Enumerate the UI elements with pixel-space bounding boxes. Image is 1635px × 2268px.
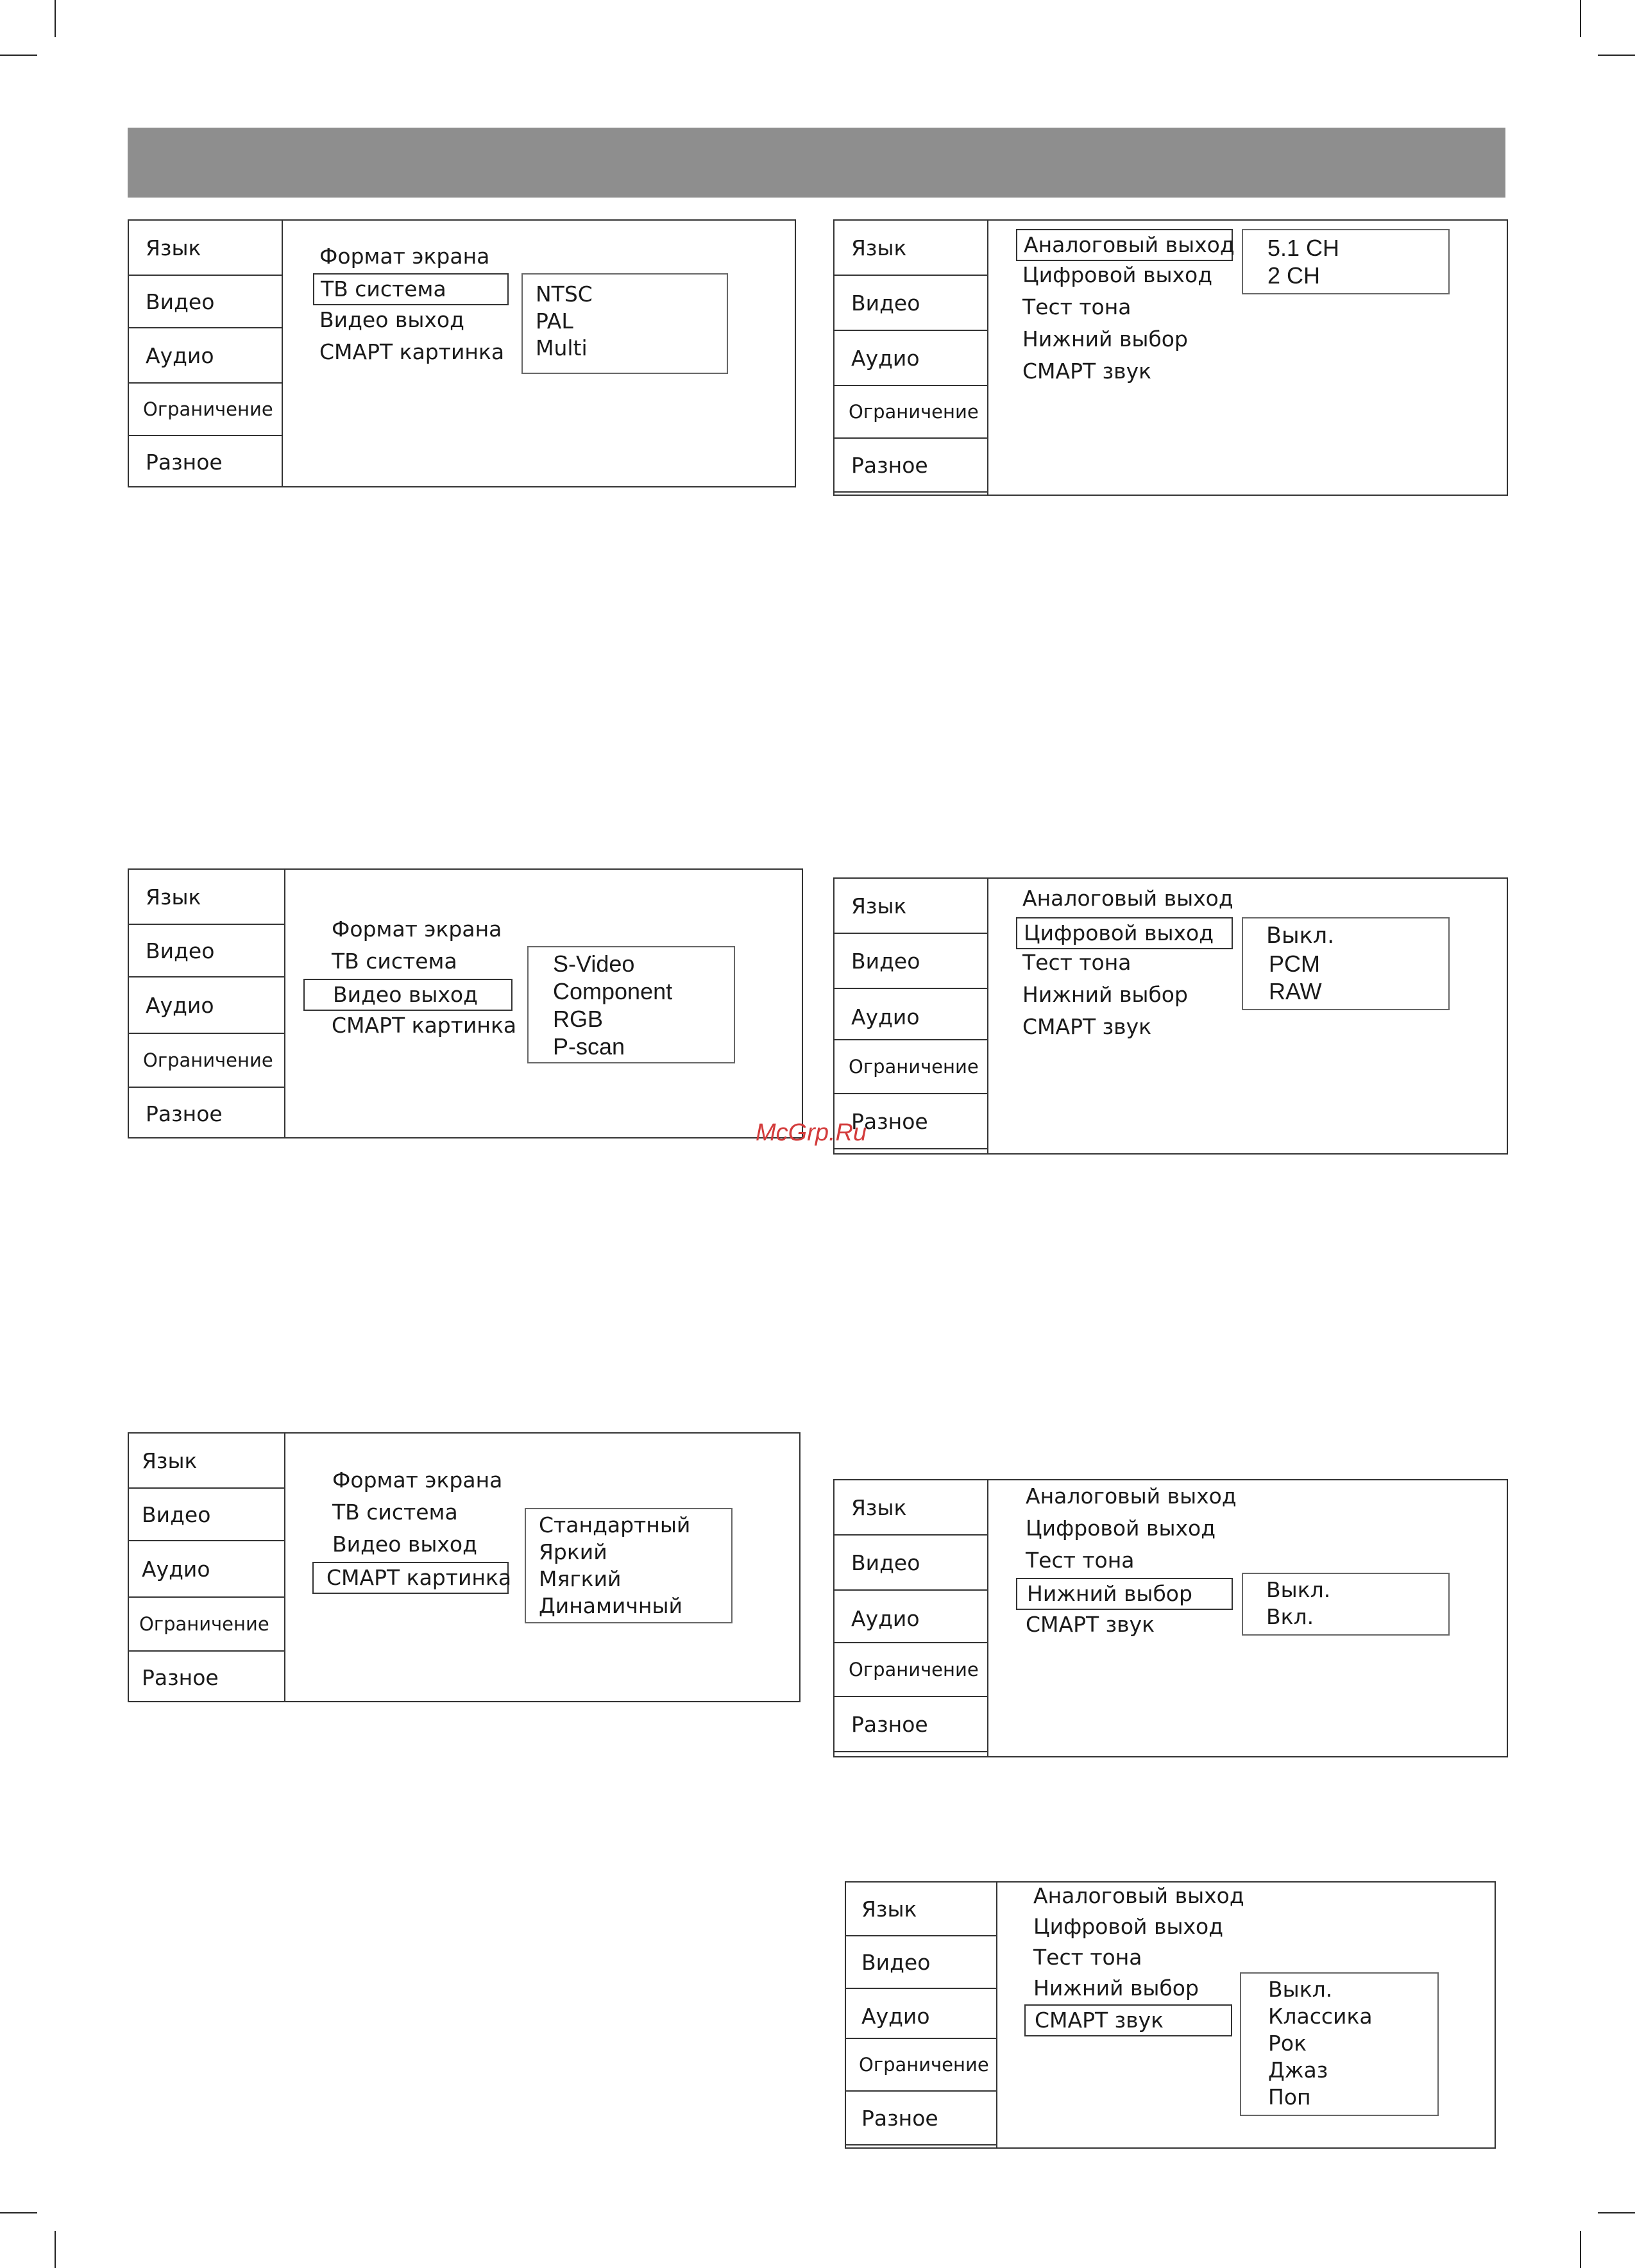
tab-audio[interactable]: Аудио [146,992,214,1018]
option-tv-system[interactable]: ТВ система [332,1500,458,1525]
option-screen-format[interactable]: Формат экрана [332,1468,503,1493]
menu-sidebar [834,1480,988,1756]
submenu-item[interactable]: Component [553,978,673,1004]
option-screen-format[interactable]: Формат экрана [319,244,490,269]
tab-video[interactable]: Видео [834,1534,987,1591]
menu-sidebar [129,221,283,486]
submenu-item[interactable]: 5.1 CH [1267,235,1340,261]
option-analog-out[interactable]: Аналоговый выход [1022,886,1233,911]
tab-language[interactable]: Язык [851,893,907,918]
tab-misc[interactable]: Разное [142,1664,219,1690]
submenu-bass-select [1242,1573,1450,1636]
option-smart-sound[interactable]: СМАРТ звук [1022,359,1152,384]
audio-menu-digital-out [833,877,1508,1155]
option-tv-system[interactable]: ТВ система [313,273,509,305]
submenu-tv-system [521,273,728,374]
tab-misc[interactable]: Разное [834,1094,987,1149]
option-bass-select[interactable]: Нижний выбор [1016,1578,1233,1610]
submenu-item[interactable]: Выкл. [1266,1577,1331,1602]
tab-restriction[interactable]: Ограничение [129,382,282,436]
tab-language[interactable]: Язык [861,1896,917,1922]
option-screen-format[interactable]: Формат экрана [332,917,502,942]
watermark: McGrp.Ru [756,1119,867,1146]
menu-sidebar [129,1434,285,1701]
option-smart-picture[interactable]: СМАРТ картинка [319,339,505,364]
option-smart-picture[interactable]: СМАРТ картинка [312,1562,509,1594]
crop-mark [1598,2212,1635,2213]
tab-restriction[interactable]: Ограничение [846,2038,996,2092]
submenu-item[interactable]: P-scan [553,1033,625,1060]
option-tv-system[interactable]: ТВ система [332,949,457,974]
video-menu-tv-system [128,219,796,487]
submenu-item[interactable]: Рок [1268,2031,1307,2056]
video-menu-smart-picture [128,1432,801,1702]
tab-video[interactable]: Видео [834,275,987,331]
option-video-out[interactable]: Видео выход [303,979,513,1011]
tab-audio[interactable]: Аудио [142,1556,210,1582]
tab-audio[interactable]: Аудио [851,1605,920,1631]
option-smart-sound[interactable]: СМАРТ звук [1026,1612,1155,1637]
option-bass-select[interactable]: Нижний выбор [1022,982,1188,1007]
crop-mark [0,55,37,56]
crop-mark [1580,0,1581,37]
tab-audio[interactable]: Аудио [851,1004,920,1029]
option-digital-out[interactable]: Цифровой выход [1016,917,1233,949]
tab-restriction[interactable]: Ограничение [129,1596,284,1652]
tab-language[interactable]: Язык [146,235,201,260]
tab-misc[interactable]: Разное [834,439,987,493]
audio-menu-analog-out [833,219,1508,496]
submenu-item[interactable]: Выкл. [1268,1977,1333,2002]
video-menu-video-out [128,868,803,1138]
option-analog-out[interactable]: Аналоговый выход [1016,229,1233,261]
tab-misc[interactable]: Разное [846,2092,996,2145]
option-video-out[interactable]: Видео выход [319,307,464,332]
tab-video[interactable]: Видео [834,933,987,989]
submenu-item[interactable]: Динамичный [539,1593,682,1618]
option-digital-out[interactable]: Цифровой выход [1022,262,1213,287]
tab-misc[interactable]: Разное [834,1697,987,1752]
menu-sidebar [834,879,988,1153]
option-smart-picture[interactable]: СМАРТ картинка [332,1013,517,1038]
submenu-smart-picture [525,1508,733,1623]
option-analog-out[interactable]: Аналоговый выход [1026,1484,1237,1509]
tab-restriction[interactable]: Ограничение [834,1039,987,1094]
option-digital-out[interactable]: Цифровой выход [1033,1914,1224,1939]
tab-language[interactable]: Язык [851,235,907,260]
menu-sidebar [129,870,285,1137]
tab-restriction[interactable]: Ограничение [129,1033,284,1088]
menu-sidebar [834,221,988,495]
tab-video[interactable]: Видео [846,1935,996,1989]
submenu-item[interactable]: RGB [553,1006,604,1032]
submenu-item[interactable]: Вкл. [1266,1604,1314,1629]
crop-mark [1598,55,1635,56]
submenu-item[interactable]: S-Video [553,951,635,977]
tab-language[interactable]: Язык [851,1494,907,1520]
submenu-digital-out [1242,917,1450,1010]
option-bass-select[interactable]: Нижний выбор [1033,1976,1199,2001]
tab-audio[interactable]: Аудио [861,2003,930,2029]
submenu-item[interactable]: Классика [1268,2004,1373,2029]
option-video-out[interactable]: Видео выход [332,1532,477,1557]
submenu-item[interactable]: Поп [1268,2085,1311,2110]
tab-language[interactable]: Язык [142,1448,198,1473]
tab-audio[interactable]: Аудио [851,345,920,371]
option-digital-out[interactable]: Цифровой выход [1026,1516,1216,1541]
tab-language[interactable]: Язык [146,884,201,910]
submenu-item[interactable]: Джаз [1268,2058,1328,2083]
submenu-item[interactable]: Мягкий [539,1566,622,1591]
submenu-item[interactable]: NTSC [536,282,593,307]
option-test-tone[interactable]: Тест тона [1026,1548,1135,1573]
submenu-item[interactable]: RAW [1269,978,1322,1004]
submenu-video-out [527,946,735,1063]
option-analog-out[interactable]: Аналоговый выход [1033,1883,1244,1908]
submenu-item[interactable]: Выкл. [1266,923,1335,949]
audio-menu-smart-sound [845,1881,1496,2149]
submenu-item[interactable]: PCM [1269,951,1320,977]
tab-misc[interactable]: Разное [146,1101,223,1126]
submenu-item[interactable]: Стандартный [539,1512,691,1537]
crop-mark [1580,2231,1581,2268]
submenu-item[interactable]: Яркий [539,1539,607,1564]
option-bass-select[interactable]: Нижний выбор [1022,326,1188,351]
crop-mark [0,2212,37,2213]
crop-mark [55,2231,56,2268]
tab-video[interactable]: Видео [129,1487,284,1541]
crop-mark [55,0,56,37]
tab-misc[interactable]: Разное [146,449,223,475]
submenu-item[interactable]: 2 CH [1267,262,1321,289]
option-test-tone[interactable]: Тест тона [1022,294,1131,319]
tab-audio[interactable]: Аудио [146,343,214,368]
tab-video[interactable]: Видео [129,275,282,328]
option-test-tone[interactable]: Тест тона [1022,950,1131,975]
submenu-item[interactable]: Multi [536,335,588,360]
submenu-item[interactable]: PAL [536,309,573,334]
tab-restriction[interactable]: Ограничение [834,1642,987,1697]
audio-menu-bass-select [833,1479,1508,1757]
tab-video[interactable]: Видео [129,924,284,977]
submenu-smart-sound [1240,1972,1439,2116]
option-smart-sound[interactable]: СМАРТ звук [1022,1014,1152,1039]
header-bar [128,128,1505,198]
option-test-tone[interactable]: Тест тона [1033,1945,1142,1970]
option-smart-sound[interactable]: СМАРТ звук [1024,2004,1232,2036]
tab-restriction[interactable]: Ограничение [834,385,987,439]
submenu-analog-out [1242,229,1450,294]
menu-sidebar [846,1883,997,2147]
